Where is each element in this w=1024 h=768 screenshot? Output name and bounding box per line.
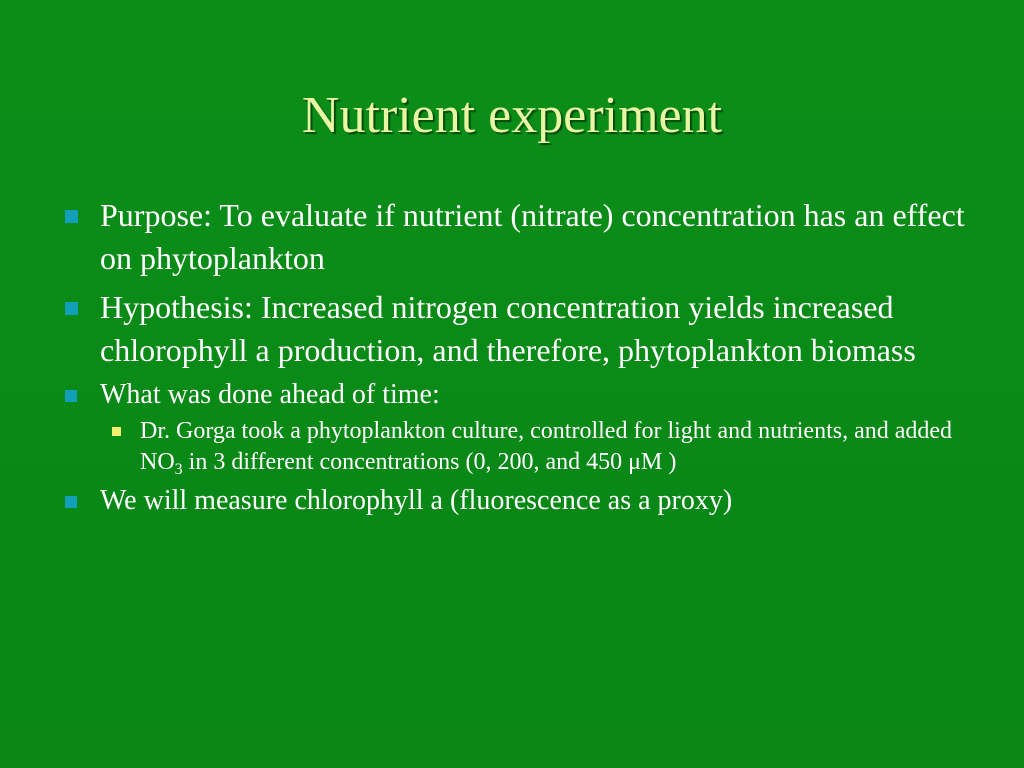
bullet-hypothesis-text: Hypothesis: Increased nitrogen concentration yields increased chlorophyll a production, and therefore, phytoplankton biomass bbox=[100, 289, 916, 368]
bullet-ahead-of-time bbox=[62, 378, 972, 412]
bullet-measure-text: We will measure chlorophyll a (fluorescence as a proxy) bbox=[100, 485, 733, 516]
square-bullet-icon bbox=[65, 302, 78, 315]
square-bullet-icon bbox=[65, 496, 77, 508]
square-bullet-icon bbox=[65, 210, 78, 223]
small-square-bullet-icon bbox=[112, 427, 121, 436]
bullet-list bbox=[62, 194, 972, 522]
sub-bullet-culture-text-before: Dr. Gorga took a phytoplankton culture, controlled for light and nutrients, and added NO bbox=[140, 418, 953, 475]
slide-title: Nutrient experiment bbox=[301, 87, 723, 144]
bullet-hypothesis bbox=[62, 286, 972, 372]
no3-subscript: 3 bbox=[174, 461, 183, 478]
sub-bullet-culture bbox=[108, 416, 972, 478]
bullet-purpose-text: Purpose: To evaluate if nutrient (nitrate) concentration has an effect on phytoplankton bbox=[100, 197, 965, 276]
bullet-purpose bbox=[62, 194, 972, 280]
bullet-measure bbox=[62, 484, 972, 518]
sub-bullet-culture-text-after: in 3 different concentrations (0, 200, and 450 μM ) bbox=[182, 449, 677, 475]
square-bullet-icon bbox=[65, 390, 77, 402]
bullet-ahead-of-time-text: What was done ahead of time: bbox=[100, 379, 440, 410]
